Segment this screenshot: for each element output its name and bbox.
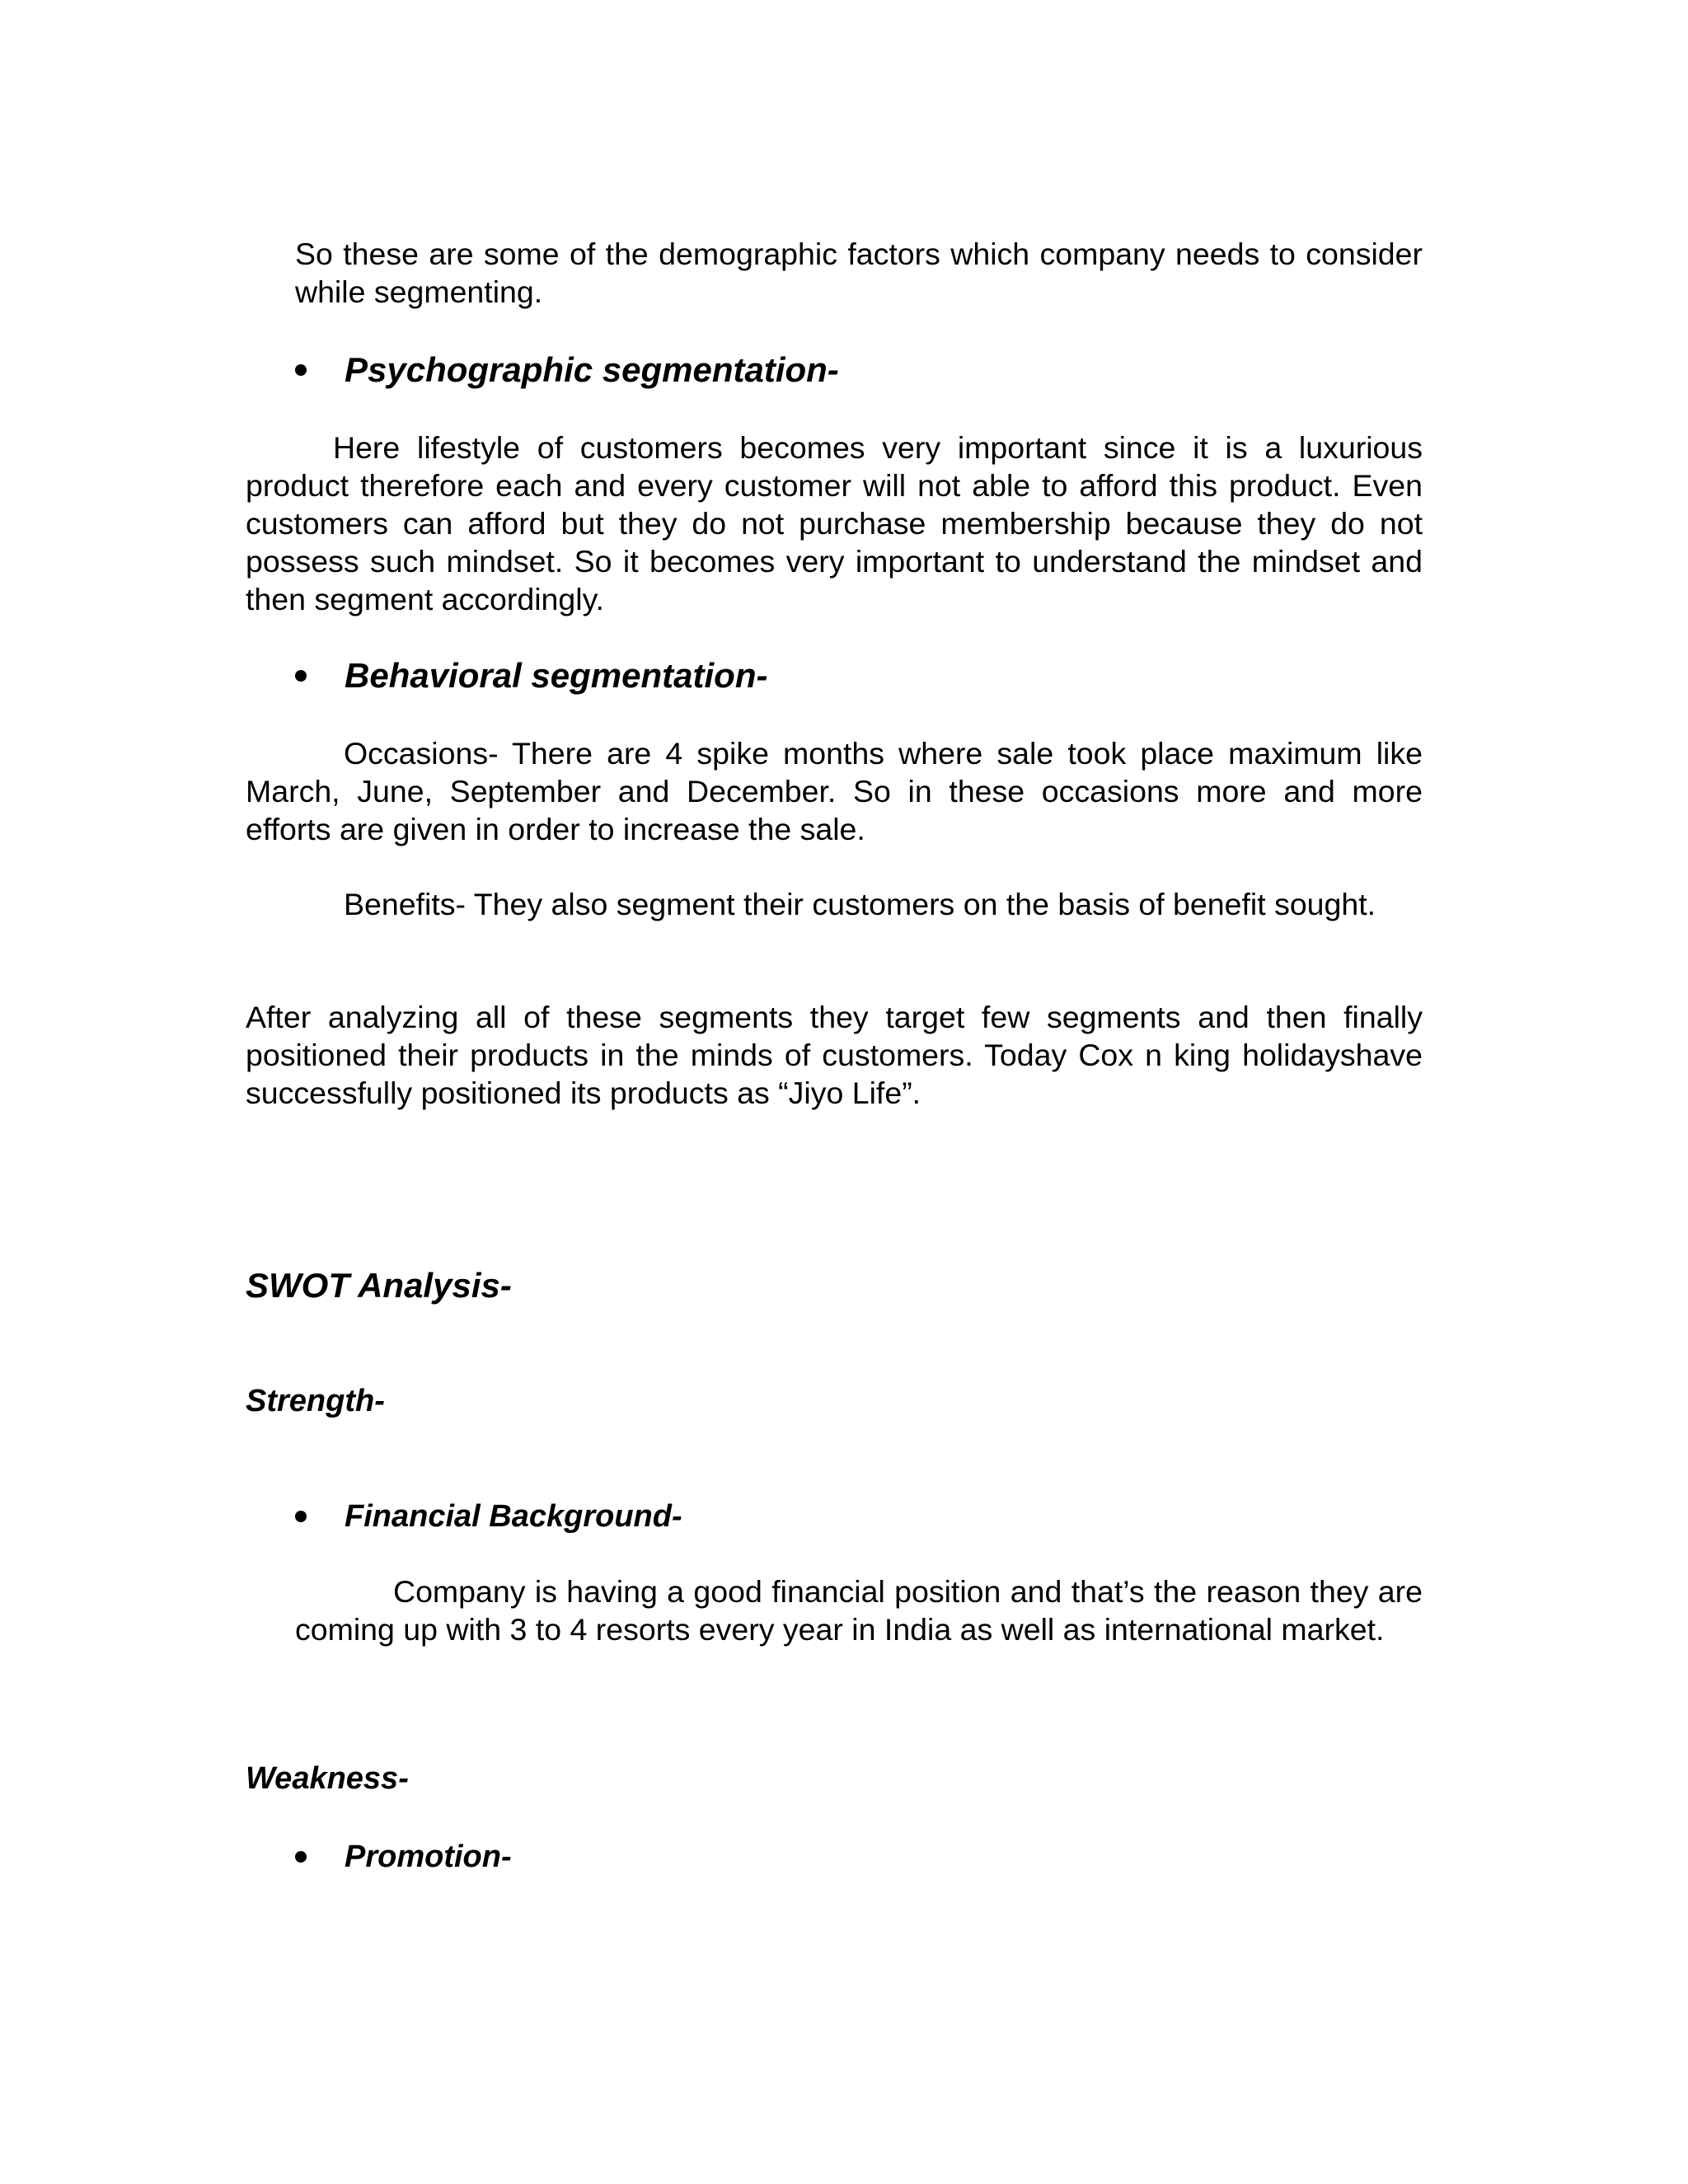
bullet-icon bbox=[295, 364, 307, 376]
psychographic-paragraph: Here lifestyle of customers becomes very important since it is a luxurious product therefore each and every customer will not able to afford this product. Even customers can afford but they do not purchase membership because they do not possess such mindset. So it becomes very important to understand the mindset and then segment accordingly. bbox=[246, 430, 1423, 616]
conclusion-paragraph: After analyzing all of these segments they target few segments and then finally positioned their products in the minds of customers. Today Cox n king holidayshave successfully positioned its products as “Jiyo Life”. bbox=[246, 1000, 1423, 1110]
weakness-heading: Weakness- bbox=[246, 1761, 409, 1796]
financial-background-heading: Financial Background- bbox=[345, 1499, 682, 1534]
swot-title: SWOT Analysis- bbox=[246, 1266, 512, 1305]
psychographic-heading: Psychographic segmentation- bbox=[345, 350, 839, 389]
behavioral-bullet bbox=[295, 655, 767, 696]
financial-background-paragraph: Company is having a good financial position and that’s the reason they are coming up with 3 to 4 resorts every year in India as well as international market. bbox=[295, 1574, 1423, 1647]
financial-background-bullet bbox=[295, 1497, 682, 1535]
behavioral-heading: Behavioral segmentation- bbox=[345, 656, 768, 695]
promotion-bullet bbox=[295, 1838, 512, 1876]
occasions-paragraph: Occasions- There are 4 spike months where sale took place maximum like March, June, September and December. So in these occasions more and more efforts are given in order to increase the sale. bbox=[246, 736, 1423, 846]
bullet-icon bbox=[295, 1851, 307, 1863]
psychographic-bullet bbox=[295, 349, 839, 391]
bullet-icon bbox=[295, 1511, 307, 1522]
strength-heading: Strength- bbox=[246, 1384, 385, 1418]
benefits-paragraph: Benefits- They also segment their customers on the basis of benefit sought. bbox=[344, 887, 1376, 921]
intro-paragraph: So these are some of the demographic factors which company needs to consider while segmenting. bbox=[295, 237, 1423, 309]
bullet-icon bbox=[295, 670, 307, 682]
promotion-heading: Promotion- bbox=[345, 1840, 512, 1874]
